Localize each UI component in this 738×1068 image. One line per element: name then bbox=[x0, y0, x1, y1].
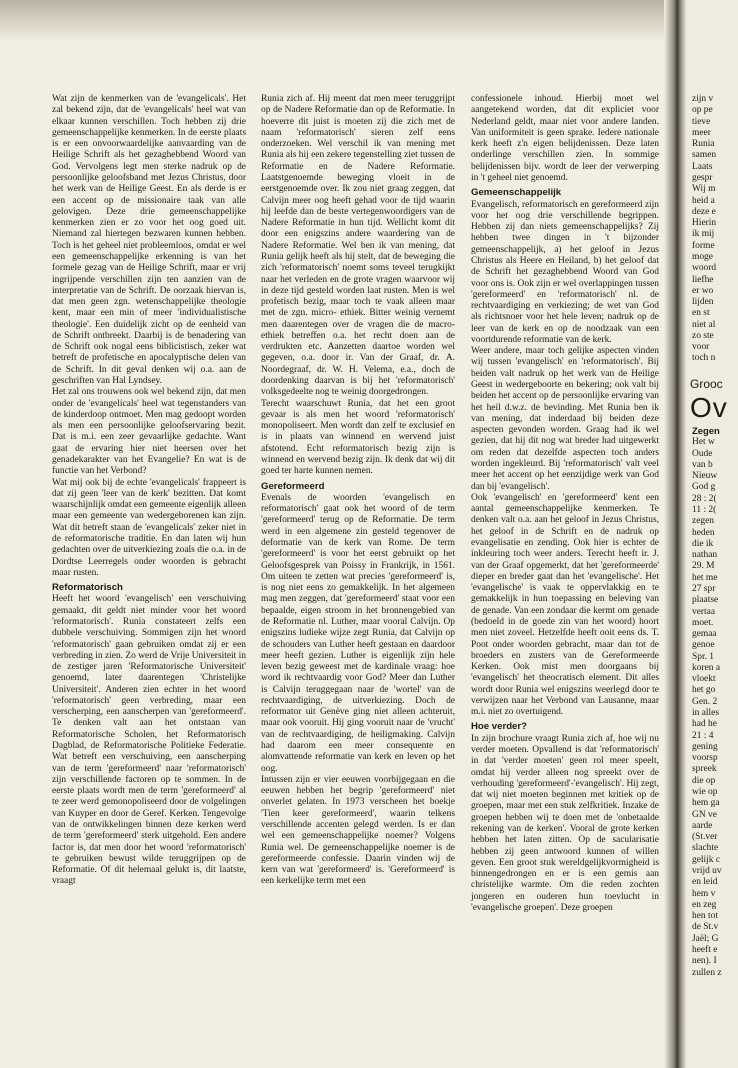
adjacent-line: zegen bbox=[692, 516, 715, 527]
adjacent-line: moge bbox=[692, 251, 713, 262]
adjacent-line: Gen. 2 bbox=[692, 696, 718, 707]
adjacent-line: heid a bbox=[692, 195, 715, 206]
adjacent-line: Wij m bbox=[692, 184, 716, 195]
paragraph: Evangelisch, reformatorisch en gereformeerd zijn voor het oog drie verschillende begrippen. Hebben zij dan niets gemeenschappelijks? Zij hebben twee dingen in 't bijzonder gemeenschappelijk, a) het geloof in Jezus Christus als Heere en Heiland, b) het geloof dat de Schrift het gezaghebbend Woord van God voor ons is. Ook zijn er wel overlappingen tussen 'gereformeerd' en 'reformatorisch' nl. de rechtvaardiging en verkiezing; de wet van God als richtsnoer voor het hele leven; nadruk op de leer van de kerk en op de noodzaak van een voortdurende reformatie van de kerk. bbox=[471, 199, 659, 345]
section-heading-reformatorisch: Reformatorisch bbox=[52, 582, 123, 594]
paragraph: Evenals de woorden 'evangelisch en reformatorisch' gaat ook het woord of de term 'gereformeerd' terug op de Reformatie. De term werd in een algemene zin gesteld tegenover de deformatie van de kerk van Rome. De term 'gereformeerd' is voor het eerst gebruikt op het Geloofsgesprek van Poissy in Frankrijk, in 1561. Om uiteen te zetten wat precies 'gereformeerd' is, is nog niet eens zo gemakkelijk. In het algemeen mag men zeggen, dat 'gereformeerd' staat voor een bepaalde, eigen stroom in het bronnengebied van de Reformatie nl. Luther, maar vooral Calvijn. Op enigszins ludieke wijze zegt Runia, dat Calvijn op de schouders van Luther heeft gestaan en daardoor meer heeft gezien. Luther is eigenlijk zijn hele leven bezig geweest met de kardinale vraag: hoe word ik rechtvaardig voor God? Meer dan Luther is Calvijn teruggegaan naar de 'wortel' van de rechtvaardiging, de uitverkiezing. Doch de reformator uit Genève ging niet alleen achteruit, maar ook vooruit. Hij ging vooruit naar de 'vrucht' van de rechtvaardiging, de heiligmaking. Calvijn had daarom een meer consequente en alomvattende reformatie van kerk en leven op het oog. bbox=[261, 492, 455, 774]
adjacent-line: en zeg bbox=[692, 899, 717, 910]
adjacent-line: meer bbox=[692, 127, 711, 138]
paragraph: Ook 'evangelisch' en 'gereformeerd' kent een aantal gemeenschappelijke kenmerken. Te denken valt o.a. aan het geloof in Jezus Christus, het geloof in de Schrift en de nadruk op evangelisatie en zending. Ook hier is echter de inkleuring toch weer anders. Terecht heeft ir. J. van der Graaf opgemerkt, dat het 'gereformeerde' dieper en breder gaat dan het 'evangelische'. Het 'evangelische' is vaak te oppervlakkig en te gemakkelijk in hun toepassing en beleving van de genade. Van een zondaar die kermt om genade (bedoeld in de goede zin van het woord) hoort men niet zoveel. Hetzelfde heeft ooit eens ds. T. Poot onder woorden gebracht, maar dan tot de broeders en zusters van de Gereformeerde Kerken. Ook mist men doorgaans bij 'evangelisch' het theocratisch element. Dit alles wordt door Runia wel enigszins weerlegd door te verwijzen naar het Verbond van Lausanne, maar m.i. niet zo overtuigend. bbox=[471, 492, 659, 718]
paragraph: Het zal ons trouwens ook wel bekend zijn, dat men onder de 'evangelicals' heel wat tegenstanders van de kinderdoop ontmoet. Men mag gedoopt worden als men een persoonlijke geloofservaring bezit. Dat is m.i. een zeer gevaarlijke gedachte. Want gaat de ervaring hier niet heersen over het genadekarakter van het Evangelie? En wat is de functie van het Verbond? bbox=[52, 387, 246, 477]
adjacent-line: vertaa bbox=[692, 606, 716, 617]
adjacent-line: heeft e bbox=[692, 944, 718, 955]
adjacent-top-text bbox=[692, 94, 738, 365]
paragraph: Heeft het woord 'evangelisch' een verschuiving gemaakt, dit geldt niet minder voor het woord 'reformatorisch'. Runia constateert zelfs een dubbele verschuiving. Sommigen zijn het woord 'reformatorisch' gaan gebruiken omdat zij er een verbreding in zien. Zo werd de Vrije Universiteit in de zestiger jaren 'Reformatorische Universiteit' genoemd, later daarentegen 'Christelijke Universiteit'. Anderen zien echter in het woord 'reformatorisch' geen verbreding, maar een verscherping, een aanscherpen van 'gereformeerd'. Te denken valt aan het ontstaan van Reformatorische Scholen, het Reformatorisch Dagblad, de Reformatorische Politieke Federatie. Wat betreft een verschuiving, een aanscherping van de term 'gereformeerd' naar 'reformatorisch' zijn verschillende factoren op te sommen. In de eerste plaats wordt men de term 'gereformeerd' al te zeer werd gemonopoliseerd door de volgelingen van Kuyper en door de Geref. Kerken. Tengevolge van de ontwikkelingen binnen deze kerken werd de term 'gereformeerd' sterk uitgehold. Een andere factor is, dat men door het woord 'reformatorisch' te gebruiken bewust wilde teruggrijpen op de Reformatie. Of dit helemaal gelukt is, dit laatste, vraagt bbox=[52, 594, 246, 887]
adjacent-line: niet al bbox=[692, 319, 716, 330]
adjacent-line: zullen z bbox=[692, 967, 722, 978]
adjacent-line: Nieuw bbox=[692, 471, 718, 482]
adjacent-line: had he bbox=[692, 719, 717, 730]
adjacent-line: Spr. 1 bbox=[692, 651, 715, 662]
adjacent-line: Het w bbox=[692, 437, 715, 448]
adjacent-line: Hierin bbox=[692, 218, 717, 229]
article-column-2 bbox=[261, 94, 455, 888]
adjacent-line: Runia bbox=[692, 139, 715, 150]
adjacent-line: hem ga bbox=[692, 798, 720, 809]
adjacent-line: nen). I bbox=[692, 956, 717, 967]
adjacent-line: gelijk c bbox=[692, 854, 721, 865]
section-heading-gemeenschappelijk: Gemeenschappelijk bbox=[471, 187, 562, 199]
paragraph: Weer andere, maar toch gelijke aspecten vinden wij tussen 'evangelisch' en 'reformatorisch'. Bij beiden valt nadruk op het werk van de Heilige Geest in wedergeboorte en bekering; ook valt bij beiden het accent op de persoonlijke ervaring van het heil d.w.z. de bevinding. Met Runia ben ik van mening, dat inderdaad bij beiden deze aspecten gevonden worden. Graag had ik wel gezien, dat hij dit nog wat breder had uitgewerkt om reden dat dezelfde aspecten toch anders worden ingekleurd. Bij 'reformatorisch' valt veel meer het accent op het eenzijdige werk van God dan bij 'evangelisch'. bbox=[471, 346, 659, 492]
adjacent-line: gening bbox=[692, 741, 718, 752]
adjacent-line: voorsp bbox=[692, 753, 718, 764]
book-spine bbox=[664, 0, 686, 1068]
adjacent-line: koren a bbox=[692, 662, 721, 673]
adjacent-line: en leid bbox=[692, 877, 718, 888]
adjacent-line: heden bbox=[692, 527, 715, 538]
paragraph: Terecht waarschuwt Runia, dat het een groot gevaar is als men het woord 'reformatorisch' monopoliseert. Men wordt dan zelf te exclusief en is in plaats van winnend en wervend juist afstotend. Echt reformatorisch bezig zijn is winnend en wervend bezig zijn. Ik denk dat wij dit goed ter harte kunnen nemen. bbox=[261, 398, 455, 477]
adjacent-line: woord bbox=[692, 263, 717, 274]
adjacent-line: moet. bbox=[692, 617, 714, 628]
adjacent-line: die ik bbox=[692, 538, 714, 549]
adjacent-line: Jaël; G bbox=[692, 933, 719, 944]
adjacent-headline: Ov bbox=[690, 392, 728, 423]
adjacent-line: er wo bbox=[692, 285, 714, 296]
adjacent-line: de St.v bbox=[692, 922, 719, 933]
adjacent-line: het go bbox=[692, 685, 716, 696]
adjacent-line: hen tot bbox=[692, 911, 718, 922]
adjacent-line: God g bbox=[692, 482, 716, 493]
adjacent-line: 29. M bbox=[692, 561, 715, 572]
adjacent-line: hem v bbox=[692, 888, 716, 899]
adjacent-line: genoe bbox=[692, 640, 715, 651]
paragraph: Intussen zijn er vier eeuwen voorbijgegaan en die eeuwen hebben het begrip 'gereformeerd' niet onverlet gelaten. In 1973 verscheen het boekje 'Tien keer gereformeerd', waarin telkens verschillende accenten gelegd werden. Is er dan wel een gemeenschappelijke noemer? Volgens Runia wel. De gemeenschappelijke noemer is de gereformeerde confessie. Daarin vinden wij de kern van wat 'gereformeerd' is. 'Gereformeerd' is een kerkelijke term met een bbox=[261, 774, 455, 887]
paragraph: Wat mij ook bij de echte 'evangelicals' frappeert is dat zij geen 'leer van de kerk' bezitten. Dat komt waarschijnlijk omdat een gemeente eigenlijk alleen maar een gemeente van wedergeborenen kan zijn. Wat dit betreft staan de 'evangelicals' zeker niet in de reformatorische traditie. En dan laten wij hun gedachten over de uitverkiezing zoals die o.a. in de Dordtse Leerregels onder woorden is gebracht maar rusten. bbox=[52, 477, 246, 578]
adjacent-line: vloekt bbox=[692, 674, 716, 685]
page-top-shadow bbox=[0, 0, 738, 42]
article-column-3 bbox=[471, 94, 659, 914]
paragraph: In zijn brochure vraagt Runia zich af, hoe wij nu verder moeten. Opvallend is dat 'reformatorisch' in dat 'verder moeten' geen rol meer speelt, omdat hij verder alleen nog spreekt over de verhouding 'gereformeerd'-'evangelisch'. Hij zegt, dat wij niet moeten beginnen met kritiek op de groepen, maar met een stuk zelfkritiek. Inzake de groepen hebben wij te doen met de 'onbetaalde rekening van de kerken'. Vooral de grote kerken hebben het laten zitten. Op de sacularisatie hebben zij geen antwoord kunnen of willen geven. Een groot stuk wereldgelijkvormigheid is binnengedrongen en er is een gemis aan christelijke warmte. Om die reden zochten jongeren en ouderen hun toevlucht in 'evangelische groepen'. Deze groepen bbox=[471, 733, 659, 913]
adjacent-line: die op bbox=[692, 775, 716, 786]
adjacent-line: zijn v bbox=[692, 94, 714, 104]
adjacent-line: Laats bbox=[692, 161, 713, 172]
adjacent-line: aarde bbox=[692, 820, 713, 831]
adjacent-line: op pe bbox=[692, 105, 713, 116]
section-heading-gereformeerd: Gereformeerd bbox=[261, 480, 325, 492]
adjacent-line: (St.ver bbox=[692, 832, 718, 843]
adjacent-line: Oude bbox=[692, 448, 713, 459]
section-heading-hoe-verder: Hoe verder? bbox=[471, 721, 527, 733]
adjacent-line: vrijd uv bbox=[692, 865, 722, 876]
adjacent-line: samen bbox=[692, 150, 717, 161]
adjacent-page bbox=[686, 0, 738, 1068]
adjacent-line: slachte bbox=[692, 843, 719, 854]
adjacent-line: plaatse bbox=[692, 595, 719, 606]
adjacent-line: gespr bbox=[692, 172, 713, 183]
adjacent-line: 27 spr bbox=[692, 583, 716, 594]
adjacent-line: Zegen bbox=[692, 426, 720, 437]
adjacent-line: zo ste bbox=[692, 330, 714, 341]
paragraph: confessionele inhoud. Hierbij moet wel aangetekend worden, dat dit expliciet voor Nederland geldt, maar niet voor andere landen. Van uniformiteit is geen sprake. Iedere nationale kerk heeft z'n eigen belijdenissen. Deze laten onderlinge verschillen zien. In sommige belijdenissen bijv. wordt de leer der verwerping in 't geheel niet genoemd. bbox=[471, 94, 659, 183]
adjacent-line: liefhe bbox=[692, 274, 714, 285]
adjacent-line: gemaa bbox=[692, 629, 717, 640]
adjacent-line: nathan bbox=[692, 550, 718, 561]
adjacent-line: in alles bbox=[692, 708, 719, 719]
adjacent-line: tieve bbox=[692, 116, 711, 127]
paragraph: Wat zijn de kenmerken van de 'evangelicals'. Het zal bekend zijn, dat de 'evangelicals' heel wat van elkaar kunnen verschillen. Toch hebben zij drie gemeenschappelijke kenmerken. In de eerste plaats is er een onvoorwaardelijke aanvaarding van de Heilige Schrift als het gezaghebbend Woord van God. Vervolgens legt men sterke nadruk op de persoonlijke geloofsband met Jezus Christus, door het werk van de Heilige Geest. En als derde is er een accent op de missionaire taak van alle gelovigen. Deze drie gemeenschappelijke kenmerken zien er zo voor het oog goed uit. Niemand zal hiertegen bezwaren kunnen hebben. Toch is het geheel niet probleemloos, omdat er wel een gemeenschappelijke erkenning is van het formele gezag van de Heilige Schrift, maar er vrij ingrijpende verschillen zijn ten aanzien van de interpretatie van de Schrift. De oorzaak hiervan is, dat men geen zgn. wetenschappelijke theologie kent, maar een min of meer 'individualistische theologie'. Een duidelijk zicht op de eenheid van de Schrift ontbreekt. Daarbij is de benadering van de Schrift ook nogal eens biblicistisch, zeker wat betreft de profetische en apocalyptische delen van de Schrift. In dit geval denken wij o.a. aan de geschriften van Hal Lyndsey. bbox=[52, 94, 246, 387]
adjacent-line: voor bbox=[692, 342, 710, 353]
adjacent-line: het me bbox=[692, 572, 718, 583]
adjacent-line: ik mij bbox=[692, 229, 715, 240]
adjacent-line: spreek bbox=[692, 764, 717, 775]
adjacent-line: GN ve bbox=[692, 809, 717, 820]
adjacent-kicker: Grooc bbox=[690, 377, 723, 391]
adjacent-line: en st bbox=[692, 308, 710, 319]
adjacent-bottom-text bbox=[692, 426, 738, 979]
adjacent-line: toch n bbox=[692, 353, 716, 364]
adjacent-line: 11 : 2( bbox=[692, 504, 717, 515]
adjacent-line: deze e bbox=[692, 206, 716, 217]
article-column-1 bbox=[52, 94, 246, 888]
adjacent-line: forme bbox=[692, 240, 715, 251]
paragraph: Runia zich af. Hij meent dat men meer teruggrijpt op de Nadere Reformatie dan op de Reformatie. In hoeverre dit juist is moeten zij die zich met de naam 'reformatorisch' sieren zelf eens onderzoeken. Wel verschil ik van mening met Runia als hij een zekere tegenstelling ziet tussen de Reformatie en de Nadere Reformatie. Laatstgenoemde beweging vloeit in de eerstgenoemde over. Ik zou niet graag zeggen, dat Calvijn meer oog heeft gehad voor de tijd waarin hij leefde dan de beste vertegenwoordigers van de Nadere Reformatie in hun tijd. Wellicht komt dit door een enigszins andere waardering van de Nadere Reformatie. Wel ben ik van mening, dat Runia gelijk heeft als hij stelt, dat de beweging die zich 'reformatorisch' noemt soms teveel terugkijkt naar het verleden en de grote vragen waarvoor wij in deze tijd gesteld worden laat rusten. Men is wel profetisch bezig, maar toch te vaak alleen maar met de zgn. micro- ethiek. Bitter weinig vernemt men daarentegen over de vragen die de macro-ethiek betreffen o.a. het recht doen aan de verdrukten etc. Aanzetten daartoe worden wel gegeven, o.a. door ir. Van der Graaf, dr. A. Noordegraaf, dr. W. H. Velema, e.a., doch de doordenking daarvan is bij het 'reformatorisch' volksgedeelte nog te weinig doorgedrongen. bbox=[261, 94, 455, 398]
adjacent-line: lijden bbox=[692, 297, 714, 308]
adjacent-line: 28 : 2( bbox=[692, 493, 717, 504]
adjacent-line: 21 : 4 bbox=[692, 730, 714, 741]
adjacent-line: van b bbox=[692, 459, 713, 470]
adjacent-line: wie op bbox=[692, 787, 718, 797]
